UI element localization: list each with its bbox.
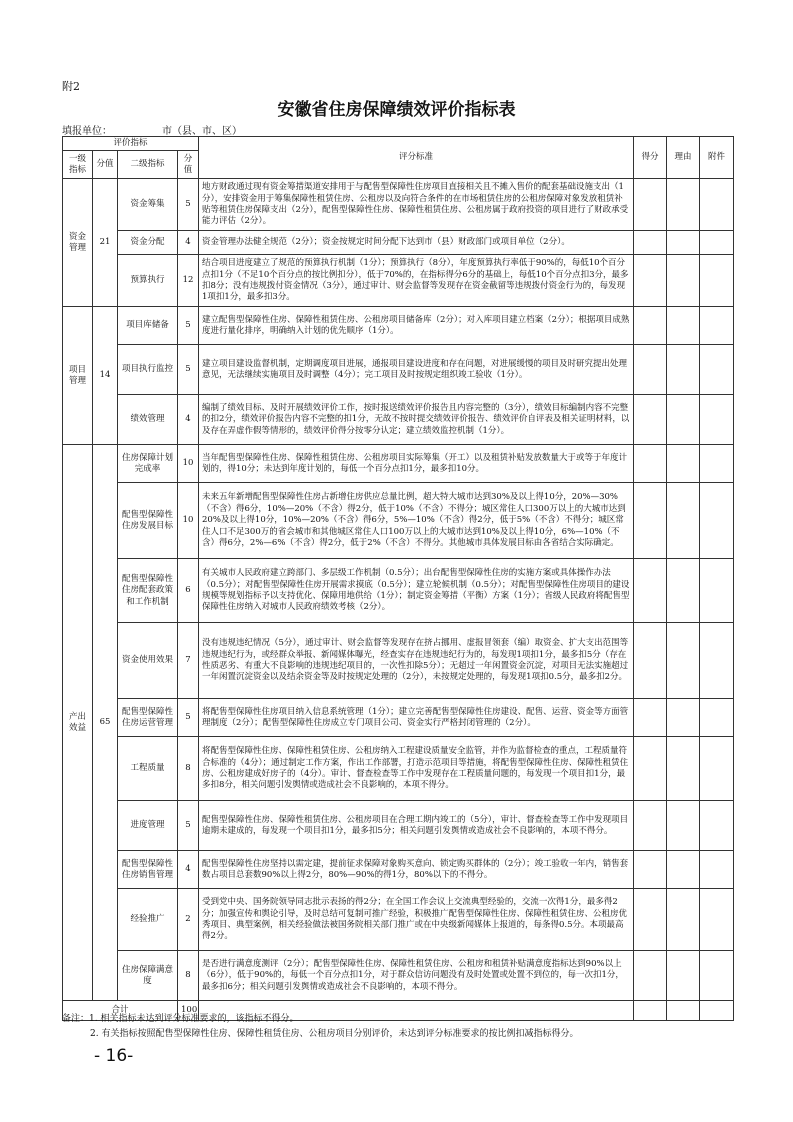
table-row <box>63 951 734 1001</box>
total-label: 合计 <box>63 1001 178 1021</box>
reason-cell[interactable] <box>667 889 700 951</box>
indicator-score: 5 <box>178 699 199 737</box>
indicator-name: 绩效管理 <box>118 395 178 445</box>
indicator-name: 工程质量 <box>118 737 178 801</box>
attachment-cell[interactable] <box>700 737 734 801</box>
indicator-standard: 将配售型保障性住房、保障性租赁住房、公租房纳入工程建设质量安全监管，并作为监督检查的重点，工程质量符合标准的（4分）；通过制定工作方案，作出工作部署，打造示范项目等措施，将配售型保障性住房、保障性租赁住房、公租房建成好房子的（4分）。审计、督查检查等工作中发现存在工程质量问题的，每发现一个项目扣1分，最多扣8分，相关问题引发舆情或造成社会不良影响的，本项不得分。 <box>199 737 634 801</box>
annex-label: 附2 <box>62 80 80 93</box>
indicator-score: 12 <box>178 255 199 307</box>
table-row <box>63 255 734 307</box>
indicator-standard: 当年配售型保障性住房、保障性租赁住房、公租房项目实际筹集（开工）以及租赁补贴发放数量大于或等于年度计划的，得10分；未达到年度计划的，每低一个百分点扣1分，最多扣10分。 <box>199 445 634 483</box>
indicator-standard: 资金管理办法健全规范（2分）；资金按规定时间分配下达到市（县）财政部门或项目单位（2分）。 <box>199 231 634 255</box>
indicator-standard: 没有违规违纪情况（5分），通过审计、财会监督等发现存在挤占挪用、虚报冒领套（编）取资金、扩大支出范围等违规违纪行为，或经群众举报、新闻媒体曝光，经查实存在违规违纪行为的，每发现1项扣1分，最多扣5分（存在性质恶劣、有重大不良影响的违规违纪项目的，一次性扣除5分）；无超过一年闲置资金沉淀，对项目无法实施超过一年闲置沉淀资金以及结余资金等及时按规定处理的（2分），未按规定处理的，每发现1项扣0.5分，最多扣2分。 <box>199 623 634 699</box>
group-name: 产出效益 <box>63 445 93 1001</box>
reason-cell[interactable] <box>667 307 700 345</box>
got-score-cell[interactable] <box>634 255 667 307</box>
table-row <box>63 445 734 483</box>
got-score-cell[interactable] <box>634 699 667 737</box>
attachment-cell[interactable] <box>700 699 734 737</box>
indicator-score: 4 <box>178 395 199 445</box>
table-row <box>63 623 734 699</box>
got-score-cell[interactable] <box>634 1001 667 1021</box>
got-score-cell[interactable] <box>634 801 667 851</box>
table-row <box>63 889 734 951</box>
attachment-cell[interactable] <box>700 801 734 851</box>
indicator-standard: 地方财政通过现有资金筹措渠道安排用于与配售型保障性住房项目直接相关且不摊入售价的配套基础设施支出（1分），安排资金用于筹集保障性租赁住房、公租房以及向符合条件的在市场租赁住房的公租房保障对象发放租赁补贴等租赁住房保障支出（2分），配售型保障性住房、保障性租赁住房、公租房属于政府投资的项目进行了财政承受能力评估（2分）。 <box>199 179 634 231</box>
indicator-standard: 配售型保障性住房坚持以需定建，提前征求保障对象购买意向、锁定购买群体的（2分）；竣工验收一年内，销售套数占项目总套数90%以上得2分，80%—90%的得1分，80%以下的不得分。 <box>199 851 634 889</box>
indicator-name: 项目库储备 <box>118 307 178 345</box>
reason-cell[interactable] <box>667 951 700 1001</box>
got-score-cell[interactable] <box>634 395 667 445</box>
indicator-standard: 将配售型保障性住房项目纳入信息系统管理（1分）；建立完善配售型保障性住房建设、配售、运营、资金等方面管理制度（2分）；配售型保障性住房成立专门项目公司、资金实行严格封闭管理的（2分）。 <box>199 699 634 737</box>
table-row <box>63 179 734 231</box>
table-row <box>63 231 734 255</box>
header-level1: 一级指标 <box>63 151 93 179</box>
indicator-standard: 有关城市人民政府建立跨部门、多层级工作机制（0.5分）；出台配售型保障性住房的实施方案或具体操作办法（0.5分）；对配售型保障性住房开展需求摸底（0.5分）；建立轮候机制（0.5分）；对配售型保障性住房项目的建设规模等规划指标予以支持优化、保障用地供给（1分）；制定资金筹措（平衡）方案（1分）；省级人民政府将配售型保障性住房纳入对城市人民政府绩效考核（2分）。 <box>199 559 634 623</box>
indicator-score: 4 <box>178 851 199 889</box>
indicator-standard: 配售型保障性住房、保障性租赁住房、公租房项目在合理工期内竣工的（5分），审计、督查检查等工作中发现项目逾期未建成的，每发现一个项目扣1分，最多扣5分；相关问题引发舆情或造成社会不良影响的，本项不得分。 <box>199 801 634 851</box>
got-score-cell[interactable] <box>634 559 667 623</box>
indicator-name: 住房保障满意度 <box>118 951 178 1001</box>
got-score-cell[interactable] <box>634 445 667 483</box>
indicator-score: 5 <box>178 307 199 345</box>
reason-cell[interactable] <box>667 801 700 851</box>
header-attachment: 附件 <box>700 137 734 179</box>
reason-cell[interactable] <box>667 737 700 801</box>
attachment-cell[interactable] <box>700 889 734 951</box>
indicator-score: 7 <box>178 623 199 699</box>
indicator-name: 进度管理 <box>118 801 178 851</box>
notes <box>62 1012 578 1043</box>
indicator-name: 项目执行监控 <box>118 345 178 395</box>
reason-cell[interactable] <box>667 699 700 737</box>
got-score-cell[interactable] <box>634 851 667 889</box>
page-title: 安徽省住房保障绩效评价指标表 <box>277 100 516 120</box>
indicator-name: 配售型保障性住房运营管理 <box>118 699 178 737</box>
reason-cell[interactable] <box>667 445 700 483</box>
got-score-cell[interactable] <box>634 307 667 345</box>
got-score-cell[interactable] <box>634 179 667 231</box>
got-score-cell[interactable] <box>634 345 667 395</box>
indicator-standard: 编制了绩效目标、及时开展绩效评价工作，按时报送绩效评价报告且内容完整的（3分），绩效目标编制内容不完整的扣2分，绩效评价报告内容不完整的扣1分，无故不按时提交绩效评价报告、绩效评价自评表及相关证明材料，以及存在弄虚作假等情形的，绩效评价得分按零分认定；建立绩效监控机制（1分）。 <box>199 395 634 445</box>
indicator-score: 2 <box>178 889 199 951</box>
indicator-name: 预算执行 <box>118 255 178 307</box>
reason-cell[interactable] <box>667 179 700 231</box>
attachment-cell[interactable] <box>700 255 734 307</box>
total-score: 100 <box>178 1001 199 1021</box>
header-reason: 理由 <box>667 137 700 179</box>
header-score1: 分值 <box>93 151 118 179</box>
group-name: 资金管理 <box>63 179 93 307</box>
table-row <box>63 345 734 395</box>
group-score: 14 <box>93 307 118 445</box>
indicator-score: 4 <box>178 231 199 255</box>
indicator-score: 8 <box>178 951 199 1001</box>
header-score2: 分值 <box>178 151 199 179</box>
indicator-standard: 建立项目建设监督机制，定期调度项目进展，通报项目建设进度和存在问题，对进展缓慢的项目及时研究提出处理意见，无法继续实施项目及时调整（4分）；完工项目及时按规定组织竣工验收（1分）。 <box>199 345 634 395</box>
reason-cell[interactable] <box>667 345 700 395</box>
header-indicator-group: 评价指标 <box>63 137 199 151</box>
group-name: 项目管理 <box>63 307 93 445</box>
indicator-name: 资金使用效果 <box>118 623 178 699</box>
group-score: 65 <box>93 445 118 1001</box>
reason-cell[interactable] <box>667 255 700 307</box>
table-row <box>63 737 734 801</box>
got-score-cell[interactable] <box>634 623 667 699</box>
table-row <box>63 699 734 737</box>
reason-cell[interactable] <box>667 395 700 445</box>
indicator-standard: 未来五年新增配售型保障性住房占新增住房供应总量比例，超大特大城市达到30%及以上得10分，20%—30%（不含）得6分，10%—20%（不含）得2分，低于10%（不含）不得分；城区常住人口300万以上的大城市达到20%及以上得10分，10%—20%（不含）得6分，5%—10%（不含）得2分，低于5%（不含）不得分；城区常住人口不足300万的省会城市和其他城区常住人口100万以上的大城市达到10%及以上得10分，6%—10%（不含）得6分，2%—6%（不含）得2分，低于2%（不含）不得分。其他城市具体发展目标由各省结合实际确定。 <box>199 483 634 559</box>
attachment-cell[interactable] <box>700 445 734 483</box>
indicator-score: 5 <box>178 345 199 395</box>
table-row <box>63 801 734 851</box>
attachment-cell[interactable] <box>700 307 734 345</box>
indicator-score: 10 <box>178 483 199 559</box>
table-row <box>63 483 734 559</box>
indicator-standard: 结合项目进度建立了规范的预算执行机制（1分）；预算执行（8分），年度预算执行率低于90%的，每低10个百分点扣1分（不足10个百分点的按比例扣分），低于70%的，在指标得分6分的基础上，每低10个百分点扣3分，最多扣8分；没有违规拨付资金情况（3分），通过审计、财会监督等发现存在资金截留等违规拨付资金行为的，每发现1项扣1分，最多扣3分。 <box>199 255 634 307</box>
indicator-name: 资金分配 <box>118 231 178 255</box>
indicator-name: 配售型保障性住房发展目标 <box>118 483 178 559</box>
table-row <box>63 851 734 889</box>
attachment-cell[interactable] <box>700 851 734 889</box>
attachment-cell[interactable] <box>700 483 734 559</box>
attachment-cell[interactable] <box>700 179 734 231</box>
reason-cell[interactable] <box>667 231 700 255</box>
attachment-cell[interactable] <box>700 231 734 255</box>
indicator-score: 5 <box>178 801 199 851</box>
reason-cell[interactable] <box>667 483 700 559</box>
indicator-score: 5 <box>178 179 199 231</box>
group-score: 21 <box>93 179 118 307</box>
header-standard: 评分标准 <box>199 137 634 179</box>
indicator-score: 10 <box>178 445 199 483</box>
filing-unit-label: 填报单位：__________市（县、市、区） <box>62 126 242 137</box>
reason-cell[interactable] <box>667 623 700 699</box>
header-level2: 二级指标 <box>118 151 178 179</box>
got-score-cell[interactable] <box>634 231 667 255</box>
note-2: 2. 有关指标按照配售型保障性住房、保障性租赁住房、公租房项目分别评价，未达到评分标准要求的按比例扣减指标得分。 <box>90 1029 579 1040</box>
indicator-standard: 建立配售型保障性住房、保障性租赁住房、公租房项目储备库（2分）；对入库项目建立档案（2分）；根据项目成熟度进行量化排序，明确纳入计划的优先顺序（1分）。 <box>199 307 634 345</box>
indicator-name: 资金筹集 <box>118 179 178 231</box>
note-1: 备注：1. 相关指标未达到评分标准要求的，该指标不得分。 <box>62 1014 299 1024</box>
header-got-score: 得分 <box>634 137 667 179</box>
reason-cell[interactable] <box>667 1001 700 1021</box>
got-score-cell[interactable] <box>634 483 667 559</box>
attachment-cell[interactable] <box>700 345 734 395</box>
table-row <box>63 559 734 623</box>
indicator-name: 经验推广 <box>118 889 178 951</box>
reason-cell[interactable] <box>667 559 700 623</box>
attachment-cell[interactable] <box>700 623 734 699</box>
attachment-cell[interactable] <box>700 395 734 445</box>
indicator-table <box>62 136 734 1021</box>
page-number: - 16- <box>94 1046 134 1066</box>
indicator-name: 住房保障计划完成率 <box>118 445 178 483</box>
table-row <box>63 307 734 345</box>
indicator-score: 8 <box>178 737 199 801</box>
indicator-standard: 是否进行满意度测评（2分）；配售型保障性住房、保障性租赁住房、公租房和租赁补贴满意度指标达到90%以上（6分），低于90%的，每低一个百分点扣1分，对于群众信访问题没有及时处置或处置不到位的，每一次扣1分，最多扣6分；相关问题引发舆情或造成社会不良影响的，本项不得分。 <box>199 951 634 1001</box>
reason-cell[interactable] <box>667 851 700 889</box>
got-score-cell[interactable] <box>634 737 667 801</box>
table-row <box>63 395 734 445</box>
indicator-standard: 受到党中央、国务院领导同志批示表扬的得2分；在全国工作会议上交流典型经验的，交流一次得1分，最多得2分；加强宣传和舆论引导，及时总结可复制可推广经验，积极推广配售型保障性住房、保障性租赁住房、公租房优秀项目、典型案例，相关经验做法被国务院相关部门推广或在中央级新闻媒体上报道的，每条得0.5分。本项最高得2分。 <box>199 889 634 951</box>
got-score-cell[interactable] <box>634 889 667 951</box>
attachment-cell[interactable] <box>700 559 734 623</box>
indicator-name: 配售型保障性住房配套政策和工作机制 <box>118 559 178 623</box>
got-score-cell[interactable] <box>634 951 667 1001</box>
indicator-name: 配售型保障性住房销售管理 <box>118 851 178 889</box>
attachment-cell[interactable] <box>700 1001 734 1021</box>
attachment-cell[interactable] <box>700 951 734 1001</box>
indicator-score: 6 <box>178 559 199 623</box>
